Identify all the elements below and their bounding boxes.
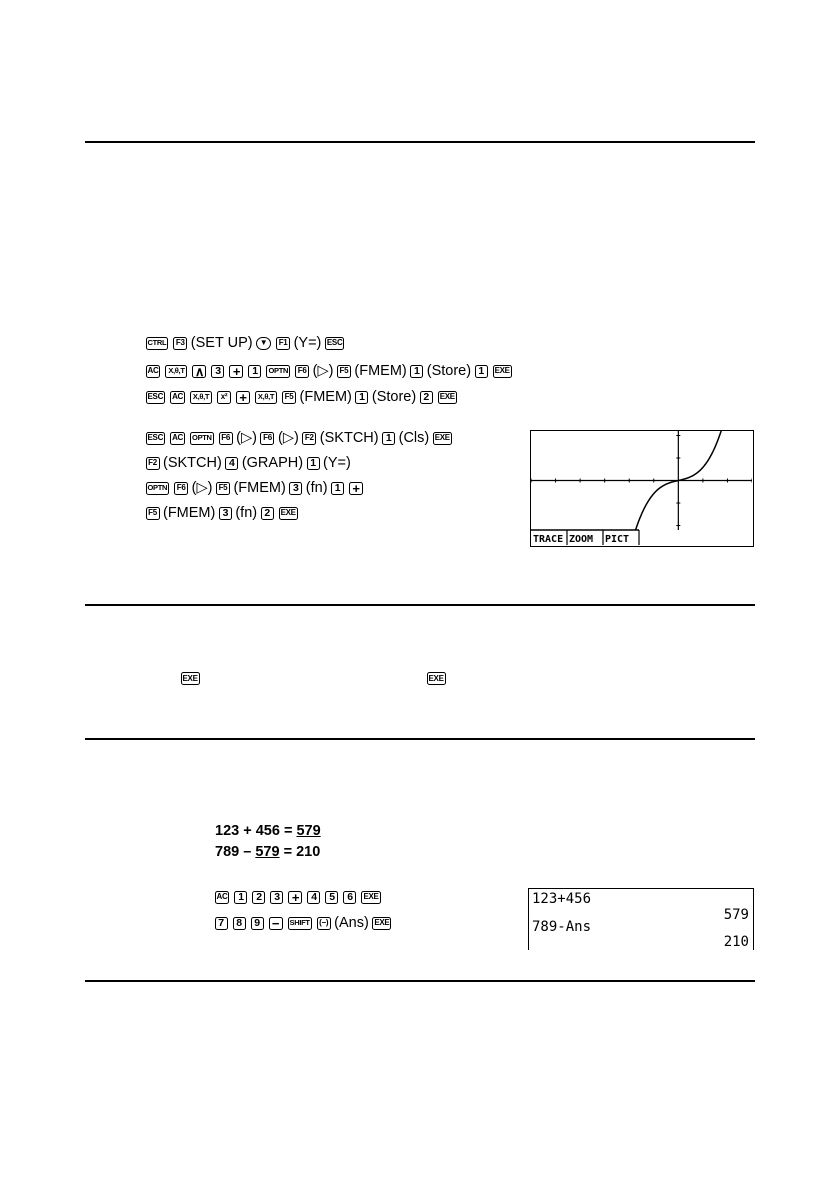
digit-3-key[interactable]: 3	[289, 482, 302, 495]
digit-2-key[interactable]: 2	[261, 507, 274, 520]
minus-key[interactable]: −	[269, 917, 283, 930]
digit-1-key[interactable]: 1	[382, 432, 395, 445]
exe-key[interactable]: EXE	[361, 891, 380, 904]
exe-key[interactable]: EXE	[427, 672, 446, 685]
digit-6-key[interactable]: 6	[343, 891, 356, 904]
keyseq-add-line	[212, 887, 383, 907]
esc-key[interactable]: ESC	[325, 337, 345, 350]
plus-key[interactable]: +	[288, 891, 302, 904]
sktch-label: (SKTCH)	[163, 455, 222, 471]
ac-key[interactable]: AC	[170, 391, 185, 404]
exe-key[interactable]: EXE	[181, 672, 200, 685]
digit-5-key[interactable]: 5	[325, 891, 338, 904]
top-rule	[85, 141, 755, 143]
fn-label: (fn)	[235, 505, 258, 521]
plus-key[interactable]: +	[349, 482, 363, 495]
optn-key[interactable]: OPTN	[146, 482, 170, 495]
section-rule-1	[85, 604, 755, 606]
negative-key[interactable]: (−)	[317, 917, 331, 930]
yeq-label: (Y=)	[323, 455, 351, 471]
store-label: (Store)	[426, 363, 472, 379]
cls-label: (Cls)	[398, 430, 430, 446]
fmem-label: (FMEM)	[354, 363, 407, 379]
digit-4-key[interactable]: 4	[225, 457, 238, 470]
digit-8-key[interactable]: 8	[233, 917, 246, 930]
keyseq-setup-line	[143, 333, 347, 353]
f1-key[interactable]: F1	[276, 337, 290, 350]
digit-7-key[interactable]: 7	[215, 917, 228, 930]
fmem-label: (FMEM)	[163, 505, 216, 521]
digit-1-key[interactable]: 1	[307, 457, 320, 470]
exe-key[interactable]: EXE	[433, 432, 452, 445]
equation-2: 789 – 579 = 210	[215, 844, 321, 860]
keyseq-cls-line	[143, 428, 454, 448]
esc-key[interactable]: ESC	[146, 432, 166, 445]
f5-key[interactable]: F5	[337, 365, 351, 378]
cursor-down-key[interactable]: ▼	[256, 337, 271, 350]
keyseq-fn1-line	[143, 478, 366, 498]
result-579: 579	[296, 823, 321, 839]
plus-key[interactable]: +	[236, 391, 250, 404]
power-key[interactable]: ∧	[192, 365, 206, 378]
screen-expr-2: 789-Ans	[532, 919, 592, 935]
exe-key[interactable]: EXE	[493, 365, 512, 378]
ans-579: 579	[255, 844, 280, 860]
ac-key[interactable]: AC	[215, 891, 230, 904]
keyseq-graph-line	[143, 453, 352, 473]
keyseq-store1-line	[143, 361, 514, 381]
equation-1: 123 + 456 = 579	[215, 823, 321, 839]
setup-label: (SET UP)	[190, 335, 253, 351]
digit-1-key[interactable]: 1	[410, 365, 423, 378]
keyseq-store2-line	[143, 387, 459, 407]
exe-key[interactable]: EXE	[372, 917, 391, 930]
shift-key[interactable]: SHIFT	[288, 917, 312, 930]
fmem-label: (FMEM)	[233, 480, 286, 496]
optn-key[interactable]: OPTN	[266, 365, 290, 378]
next-menu-label: (▷)	[277, 430, 299, 446]
screen-result-2: 210	[723, 934, 749, 950]
digit-1-key[interactable]: 1	[475, 365, 488, 378]
plus-key[interactable]: +	[229, 365, 243, 378]
f6-key[interactable]: F6	[295, 365, 309, 378]
fn-label: (fn)	[305, 480, 328, 496]
keyseq-fn2-line	[143, 503, 300, 523]
exe-key[interactable]: EXE	[438, 391, 457, 404]
esc-key[interactable]: ESC	[146, 391, 166, 404]
menu-pict[interactable]: PICT	[605, 534, 630, 545]
square-key[interactable]: x²	[217, 391, 231, 404]
digit-1-key[interactable]: 1	[234, 891, 247, 904]
digit-3-key[interactable]: 3	[219, 507, 232, 520]
exe-key[interactable]: EXE	[279, 507, 298, 520]
menu-zoom[interactable]: ZOOM	[569, 534, 594, 545]
f6-key[interactable]: F6	[174, 482, 188, 495]
digit-2-key[interactable]: 2	[420, 391, 433, 404]
function-menu-bar	[531, 530, 752, 545]
section-rule-2	[85, 738, 755, 740]
screen-result-1: 579	[723, 907, 749, 923]
xthetat-key[interactable]: X,θ,T	[165, 365, 187, 378]
next-menu-label: (▷)	[236, 430, 257, 446]
next-menu-label: (▷)	[312, 363, 334, 379]
f5-key[interactable]: F5	[282, 391, 296, 404]
ac-key[interactable]: AC	[170, 432, 185, 445]
screen-expr-1: 123+456	[532, 891, 592, 907]
fmem-label: (FMEM)	[299, 389, 352, 405]
ctrl-key[interactable]: CTRL	[146, 337, 169, 350]
graph-screen	[530, 430, 754, 547]
f2-key[interactable]: F2	[302, 432, 316, 445]
optn-key[interactable]: OPTN	[190, 432, 214, 445]
digit-3-key[interactable]: 3	[270, 891, 283, 904]
digit-1-key[interactable]: 1	[331, 482, 344, 495]
graph-axes	[531, 431, 752, 545]
f3-key[interactable]: F3	[173, 337, 187, 350]
graph-label: (GRAPH)	[241, 455, 304, 471]
digit-4-key[interactable]: 4	[307, 891, 320, 904]
xthetat-key[interactable]: X,θ,T	[190, 391, 212, 404]
ans-label: (Ans)	[334, 915, 369, 931]
bottom-rule	[85, 980, 755, 982]
xthetat-key[interactable]: X,θ,T	[255, 391, 277, 404]
menu-trace[interactable]: TRACE	[533, 534, 564, 545]
keyseq-subtract-line	[212, 913, 394, 933]
f5-key[interactable]: F5	[216, 482, 230, 495]
digit-1-key[interactable]: 1	[248, 365, 261, 378]
f6-key[interactable]: F6	[219, 432, 233, 445]
store-label: (Store)	[371, 389, 417, 405]
f2-key[interactable]: F2	[146, 457, 160, 470]
digit-2-key[interactable]: 2	[252, 891, 265, 904]
f6-key[interactable]: F6	[260, 432, 274, 445]
ac-key[interactable]: AC	[146, 365, 161, 378]
sktch-label: (SKTCH)	[319, 430, 379, 446]
digit-9-key[interactable]: 9	[251, 917, 264, 930]
digit-1-key[interactable]: 1	[355, 391, 368, 404]
digit-3-key[interactable]: 3	[211, 365, 224, 378]
next-menu-label: (▷)	[191, 480, 213, 496]
graph-plot	[531, 431, 752, 545]
yeq-label: (Y=)	[293, 335, 322, 351]
calc-result-screen	[528, 888, 754, 950]
f5-key[interactable]: F5	[146, 507, 160, 520]
